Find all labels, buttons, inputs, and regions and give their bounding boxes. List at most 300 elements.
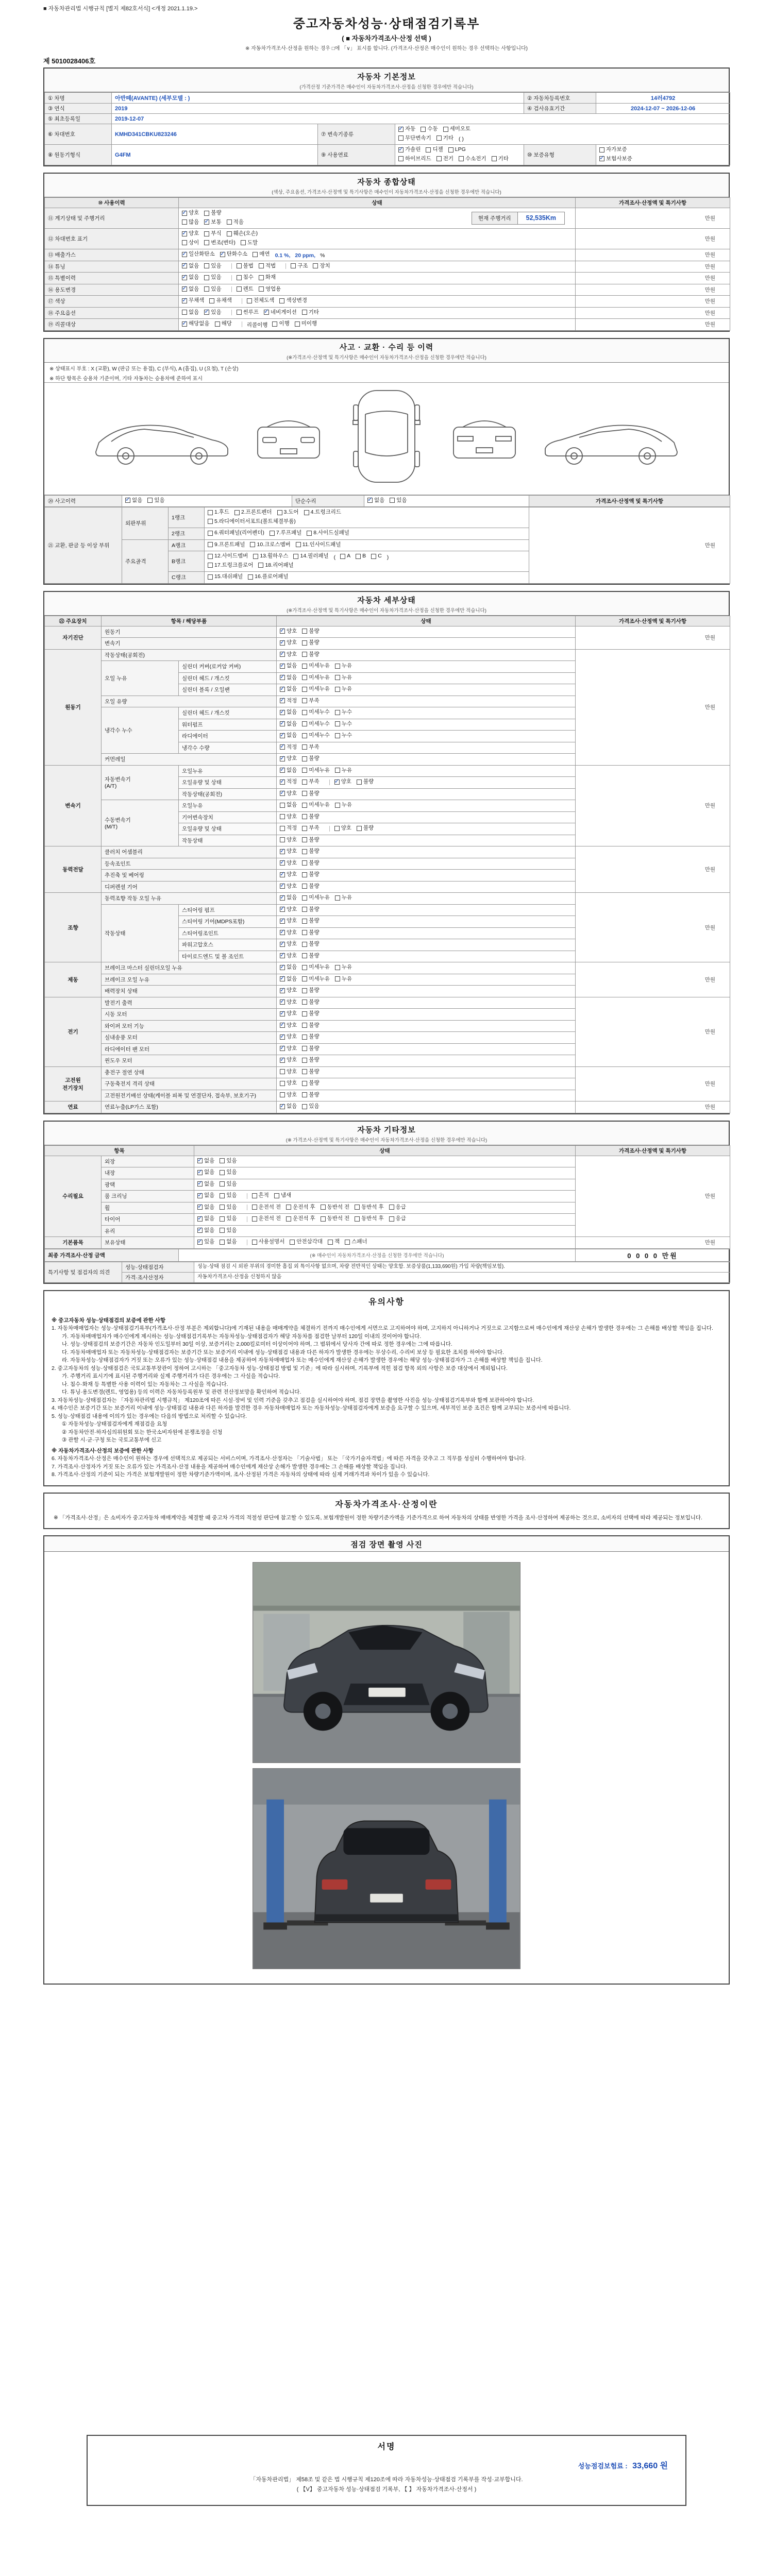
checkbox[interactable]	[321, 1205, 326, 1210]
checkbox[interactable]	[302, 1023, 307, 1028]
checkbox[interactable]	[302, 652, 307, 657]
checkbox[interactable]	[280, 710, 285, 715]
checkbox[interactable]	[220, 252, 225, 257]
checkbox[interactable]	[398, 135, 404, 141]
checkbox[interactable]	[220, 1181, 225, 1187]
checkbox[interactable]	[280, 907, 285, 912]
checkbox[interactable]	[321, 1216, 326, 1222]
checkbox-label: 불량	[309, 1057, 320, 1063]
checkbox-line	[398, 134, 476, 144]
checkbox[interactable]	[302, 768, 307, 773]
checkbox[interactable]	[252, 1216, 257, 1222]
checkbox[interactable]	[398, 127, 404, 132]
checkbox[interactable]	[302, 1104, 307, 1109]
checkbox[interactable]	[208, 554, 213, 559]
checkbox[interactable]	[389, 1216, 394, 1222]
checkbox-group	[194, 1237, 576, 1249]
checkbox[interactable]	[280, 837, 285, 842]
check-option	[280, 963, 297, 971]
cell: 원동기	[45, 649, 102, 765]
checkbox[interactable]	[295, 321, 300, 327]
form-reference: ■ 자동차관리법 시행규칙 [별지 제82호서식] <개정 2021.1.19.>	[43, 6, 198, 12]
checkbox[interactable]	[182, 275, 187, 280]
checkbox[interactable]	[197, 1228, 203, 1233]
checkbox[interactable]	[204, 211, 209, 216]
checkbox-label: 운전석 전	[258, 1204, 281, 1210]
check-option	[328, 1238, 340, 1246]
checkbox[interactable]	[302, 1081, 307, 1086]
checkbox-lines	[197, 1227, 242, 1236]
checkbox[interactable]	[208, 519, 213, 524]
column-header: 가격조사·산정액 및 특기사항	[576, 616, 730, 626]
checkbox[interactable]	[302, 687, 307, 692]
checkbox[interactable]	[147, 498, 153, 503]
checkbox[interactable]	[208, 563, 213, 568]
divider	[231, 275, 232, 281]
checkbox-label: 있음	[204, 1239, 215, 1245]
checkbox[interactable]	[335, 721, 340, 726]
checkbox[interactable]	[197, 1181, 203, 1187]
checkbox[interactable]	[280, 872, 285, 877]
checkbox[interactable]	[335, 675, 340, 680]
checkbox[interactable]	[335, 710, 340, 715]
checkbox[interactable]	[220, 1170, 225, 1175]
checkbox[interactable]	[302, 849, 307, 854]
checkbox-label: 불량	[309, 871, 320, 877]
checkbox[interactable]	[302, 1058, 307, 1063]
checkbox[interactable]	[280, 652, 285, 657]
checkbox[interactable]	[220, 1228, 225, 1233]
checkbox-line	[280, 824, 379, 834]
section-overall-state	[43, 173, 730, 332]
checkbox[interactable]	[253, 252, 258, 257]
checkbox-label: 불량	[309, 1068, 320, 1075]
check-option	[302, 894, 330, 902]
checkbox[interactable]	[302, 988, 307, 993]
checkbox[interactable]	[599, 156, 604, 161]
checkbox[interactable]	[208, 542, 213, 547]
checkbox[interactable]	[280, 826, 285, 831]
checkbox[interactable]	[280, 953, 285, 958]
checkbox[interactable]	[197, 1170, 203, 1175]
checkbox[interactable]	[204, 219, 209, 225]
checkbox[interactable]	[280, 919, 285, 924]
checkbox[interactable]	[302, 965, 307, 970]
checkbox[interactable]	[237, 263, 242, 268]
checkbox[interactable]	[280, 756, 285, 761]
checkbox[interactable]	[302, 664, 307, 669]
checkbox[interactable]	[302, 1011, 307, 1016]
checkbox[interactable]	[296, 542, 301, 547]
checkbox-lines	[280, 952, 325, 961]
checkbox[interactable]	[335, 976, 340, 981]
checkbox[interactable]	[234, 510, 240, 515]
checkbox-label: 없음	[204, 1227, 215, 1233]
checkbox[interactable]	[277, 510, 282, 515]
checkbox-label: 일산화탄소	[189, 251, 215, 257]
checkbox[interactable]	[182, 263, 187, 268]
checkbox[interactable]	[220, 1240, 225, 1245]
detail-state-note: (※가격조사·산정액 및 특기사항은 매수인이 자동차가격조사·산정을 신청한 경우에만 적습니다)	[287, 607, 486, 614]
checkbox[interactable]	[280, 976, 285, 981]
checkbox-lines	[599, 146, 637, 164]
checkbox[interactable]	[436, 156, 442, 161]
checkbox[interactable]	[302, 756, 307, 761]
checkbox[interactable]	[125, 498, 130, 503]
checkbox[interactable]	[237, 275, 242, 280]
checkbox-label: 상이	[189, 239, 199, 246]
checkbox-label: 미세누유	[309, 975, 330, 982]
checkbox[interactable]	[280, 1081, 285, 1086]
check-option	[208, 541, 245, 549]
checkbox-label: 미세누수	[309, 720, 330, 727]
checkbox[interactable]	[280, 884, 285, 889]
checkbox[interactable]	[182, 252, 187, 257]
checkbox-label: 13.휠하우스	[260, 553, 289, 559]
checkbox[interactable]	[492, 156, 497, 161]
checkbox-group	[277, 1020, 576, 1032]
checkbox[interactable]	[220, 1205, 225, 1210]
checkbox[interactable]	[302, 826, 307, 831]
checkbox[interactable]	[280, 1046, 285, 1051]
checkbox[interactable]	[335, 768, 340, 773]
check-option	[345, 1238, 367, 1246]
checkbox[interactable]	[302, 310, 307, 315]
checkbox[interactable]	[302, 884, 307, 889]
check-option	[208, 529, 264, 537]
checkbox[interactable]	[252, 1240, 257, 1245]
signature-line-1: 「자동차관리법」 제58조 및 같은 법 시행규칙 제120조에 따라 자동차성능·상태점검 기록부를 작성·교부합니다.	[250, 2477, 523, 2483]
checkbox[interactable]	[274, 1193, 279, 1198]
checkbox[interactable]	[280, 1058, 285, 1063]
checkbox[interactable]	[302, 733, 307, 738]
checkbox[interactable]	[302, 629, 307, 634]
checkbox[interactable]	[280, 988, 285, 993]
checkbox[interactable]	[302, 710, 307, 715]
checkbox[interactable]	[272, 321, 277, 327]
checkbox[interactable]	[237, 286, 242, 292]
check-option	[277, 509, 299, 516]
checkbox[interactable]	[280, 664, 285, 669]
checkbox[interactable]	[252, 1193, 257, 1198]
checkbox[interactable]	[280, 814, 285, 819]
checkbox[interactable]	[204, 240, 209, 245]
checkbox[interactable]	[182, 310, 187, 315]
checkbox-line	[367, 497, 412, 506]
checkbox[interactable]	[280, 687, 285, 692]
checkbox[interactable]	[182, 219, 187, 225]
check-option	[302, 1033, 319, 1041]
section-notices	[43, 1290, 730, 1486]
checkbox[interactable]	[204, 231, 209, 236]
checkbox-line	[280, 894, 357, 903]
checkbox[interactable]	[459, 156, 464, 161]
checkbox[interactable]	[280, 744, 285, 750]
checkbox-lines	[280, 1033, 325, 1042]
checkbox[interactable]	[197, 1193, 203, 1198]
checkbox[interactable]	[302, 640, 307, 646]
checkbox-line	[280, 963, 357, 973]
checkbox[interactable]	[345, 1240, 350, 1245]
checkbox-line	[398, 155, 514, 164]
checkbox[interactable]	[280, 942, 285, 947]
checkbox[interactable]	[259, 286, 264, 292]
checkbox[interactable]	[302, 744, 307, 750]
checkbox[interactable]	[247, 298, 252, 303]
check-option	[208, 509, 229, 516]
checkbox[interactable]	[197, 1216, 203, 1222]
checkbox[interactable]	[280, 849, 285, 854]
check-option	[302, 963, 330, 971]
checkbox[interactable]	[355, 1216, 360, 1222]
checkbox-line	[208, 529, 355, 538]
checkbox-label: 미세누유	[309, 894, 330, 901]
inspection-period-label: ④ 검사유효기간	[524, 104, 596, 114]
checkbox[interactable]	[248, 574, 253, 580]
checkbox[interactable]	[280, 1011, 285, 1016]
checkbox[interactable]	[302, 698, 307, 703]
checkbox[interactable]	[302, 930, 307, 935]
checkbox[interactable]	[302, 1035, 307, 1040]
checkbox[interactable]	[182, 321, 187, 327]
checkbox[interactable]	[280, 999, 285, 1005]
checkbox[interactable]	[197, 1205, 203, 1210]
checkbox[interactable]	[204, 310, 209, 315]
checkbox[interactable]	[302, 1046, 307, 1051]
checkbox[interactable]	[340, 554, 345, 559]
checkbox[interactable]	[286, 1216, 291, 1222]
checkbox[interactable]	[335, 733, 340, 738]
checkbox[interactable]	[252, 1205, 257, 1210]
checkbox[interactable]	[280, 803, 285, 808]
checkbox-group	[277, 1101, 576, 1113]
checkbox[interactable]	[182, 240, 187, 245]
check-option	[215, 320, 232, 328]
check-option	[371, 552, 382, 560]
checkbox[interactable]	[280, 965, 285, 970]
checkbox[interactable]	[426, 147, 431, 152]
checkbox[interactable]	[204, 263, 209, 268]
checkbox[interactable]	[197, 1240, 203, 1245]
cell: 고전원전기배선 상태(케이블 피복 및 연결단자, 접속부, 보호기구)	[102, 1090, 277, 1101]
cell: 배력장치 상태	[102, 986, 277, 997]
checkbox-lines	[197, 1204, 411, 1213]
checkbox[interactable]	[302, 721, 307, 726]
checkbox-label: 세미오토	[449, 126, 471, 132]
table-row	[45, 208, 730, 229]
checkbox[interactable]	[302, 919, 307, 924]
checkbox[interactable]	[250, 542, 255, 547]
checkbox[interactable]	[280, 698, 285, 703]
check-option	[335, 674, 352, 682]
checkbox[interactable]	[304, 510, 309, 515]
checkbox[interactable]	[253, 554, 258, 559]
checkbox[interactable]	[313, 263, 318, 268]
check-option	[280, 998, 297, 1006]
checkbox[interactable]	[182, 286, 187, 292]
checkbox[interactable]	[204, 275, 209, 280]
checkbox[interactable]	[302, 803, 307, 808]
checkbox[interactable]	[398, 156, 404, 161]
checkbox[interactable]	[335, 965, 340, 970]
checkbox[interactable]	[335, 803, 340, 808]
checkbox[interactable]	[302, 907, 307, 912]
checkbox-label: 부족	[309, 743, 320, 750]
checkbox[interactable]	[280, 1023, 285, 1028]
checkbox[interactable]	[227, 219, 232, 225]
check-option	[313, 262, 330, 270]
checkbox-label: 불량	[309, 836, 320, 843]
checkbox[interactable]	[334, 779, 340, 785]
field-label: ⑯ 용도변경	[45, 284, 179, 296]
checkbox[interactable]	[220, 1193, 225, 1198]
checkbox[interactable]	[335, 895, 340, 901]
checkbox-group	[277, 962, 576, 974]
checkbox-label: 누유	[341, 686, 352, 692]
checkbox[interactable]	[280, 779, 285, 785]
checkbox[interactable]	[197, 1158, 203, 1163]
inspection-photo-front	[253, 1562, 520, 1763]
cell: 실내송풍 모터	[102, 1032, 277, 1044]
checkbox[interactable]	[302, 895, 307, 901]
checkbox[interactable]	[302, 814, 307, 819]
cell: 오일유량 및 상태	[179, 823, 277, 835]
checkbox[interactable]	[280, 1092, 285, 1097]
checkbox-label: 매연	[259, 251, 270, 257]
checkbox[interactable]	[390, 498, 395, 503]
checkbox[interactable]	[290, 1240, 295, 1245]
inspection-photo-rear	[253, 1768, 520, 1969]
check-option	[280, 1103, 297, 1110]
car-rear-view	[453, 421, 515, 458]
checkbox[interactable]	[280, 733, 285, 738]
checkbox[interactable]	[302, 872, 307, 877]
checkbox[interactable]	[367, 498, 373, 503]
checkbox[interactable]	[443, 127, 448, 132]
checkbox-label: 가솔린	[405, 146, 421, 152]
checkbox[interactable]	[208, 574, 213, 580]
checkbox[interactable]	[182, 231, 187, 236]
checkbox[interactable]	[356, 554, 361, 559]
checkbox[interactable]	[448, 147, 453, 152]
table-row	[45, 284, 730, 296]
checkbox[interactable]	[302, 779, 307, 785]
checkbox-label: A	[347, 553, 351, 559]
checkbox[interactable]	[302, 860, 307, 866]
checkbox[interactable]	[334, 826, 340, 831]
checkbox[interactable]	[204, 286, 209, 292]
checkbox[interactable]	[208, 531, 213, 536]
checkbox-lines	[208, 573, 293, 582]
table-row	[45, 307, 730, 319]
checkbox[interactable]	[286, 1205, 291, 1210]
checkbox[interactable]	[302, 1069, 307, 1074]
checkbox[interactable]	[259, 263, 264, 268]
checkbox[interactable]	[280, 791, 285, 796]
checkbox[interactable]	[208, 510, 213, 515]
cell: 전기	[45, 997, 102, 1066]
checkbox[interactable]	[302, 942, 307, 947]
checkbox[interactable]	[302, 976, 307, 981]
check-option	[248, 573, 288, 581]
checkbox[interactable]	[302, 953, 307, 958]
checkbox[interactable]	[220, 1216, 225, 1222]
checkbox[interactable]	[302, 999, 307, 1005]
checkbox[interactable]	[280, 721, 285, 726]
checkbox[interactable]	[355, 1205, 360, 1210]
checkbox[interactable]	[398, 147, 404, 152]
checkbox[interactable]	[357, 826, 362, 831]
checkbox[interactable]	[182, 298, 187, 303]
checkbox[interactable]	[302, 1092, 307, 1097]
checkbox[interactable]	[599, 147, 604, 152]
checkbox-line	[208, 562, 393, 571]
checkbox[interactable]	[357, 779, 362, 785]
checkbox[interactable]	[237, 310, 242, 315]
checkbox-label: 누유	[341, 663, 352, 669]
checkbox[interactable]	[280, 640, 285, 646]
checkbox-lines	[280, 1068, 325, 1077]
checkbox[interactable]	[280, 768, 285, 773]
checkbox[interactable]	[241, 240, 246, 245]
checkbox[interactable]	[280, 1069, 285, 1074]
checkbox[interactable]	[280, 860, 285, 866]
checkbox[interactable]	[220, 1158, 225, 1163]
checkbox[interactable]	[389, 1205, 394, 1210]
checkbox[interactable]	[302, 675, 307, 680]
check-option	[147, 497, 164, 504]
checkbox[interactable]	[335, 687, 340, 692]
checkbox[interactable]	[259, 275, 264, 280]
checkbox[interactable]	[280, 930, 285, 935]
checkbox[interactable]	[280, 1104, 285, 1109]
checkbox[interactable]	[291, 263, 296, 268]
checkbox[interactable]	[270, 531, 275, 536]
checkbox[interactable]	[280, 629, 285, 634]
checkbox[interactable]	[436, 135, 442, 141]
checkbox[interactable]	[280, 1035, 285, 1040]
checkbox-line	[197, 1238, 373, 1247]
accident-state-table	[44, 495, 730, 507]
check-option	[280, 940, 297, 948]
cell: 스티어링 기어(MDPS포함)	[179, 916, 277, 928]
checkbox[interactable]	[302, 837, 307, 842]
checkbox[interactable]	[293, 554, 298, 559]
checkbox[interactable]	[302, 791, 307, 796]
checkbox[interactable]	[209, 298, 214, 303]
checkbox[interactable]	[335, 664, 340, 669]
checkbox[interactable]	[280, 675, 285, 680]
checkbox[interactable]	[307, 531, 312, 536]
checkbox-label: 불량	[309, 790, 320, 796]
checkbox[interactable]	[328, 1240, 333, 1245]
checkbox[interactable]	[421, 127, 426, 132]
checkbox[interactable]	[182, 211, 187, 216]
checkbox[interactable]	[258, 563, 263, 568]
table-row	[45, 261, 730, 273]
table-row	[45, 93, 730, 104]
checkbox[interactable]	[215, 321, 220, 327]
checkbox-label: 있음	[396, 497, 407, 503]
checkbox-label: 14.필러패널	[300, 553, 329, 559]
checkbox-line	[280, 732, 357, 741]
cell: 고전원 전기장치	[45, 1066, 102, 1101]
checkbox[interactable]	[280, 895, 285, 901]
checkbox[interactable]	[279, 298, 284, 303]
checkbox[interactable]	[264, 310, 269, 315]
checkbox[interactable]	[371, 554, 376, 559]
checkbox[interactable]	[227, 231, 232, 236]
